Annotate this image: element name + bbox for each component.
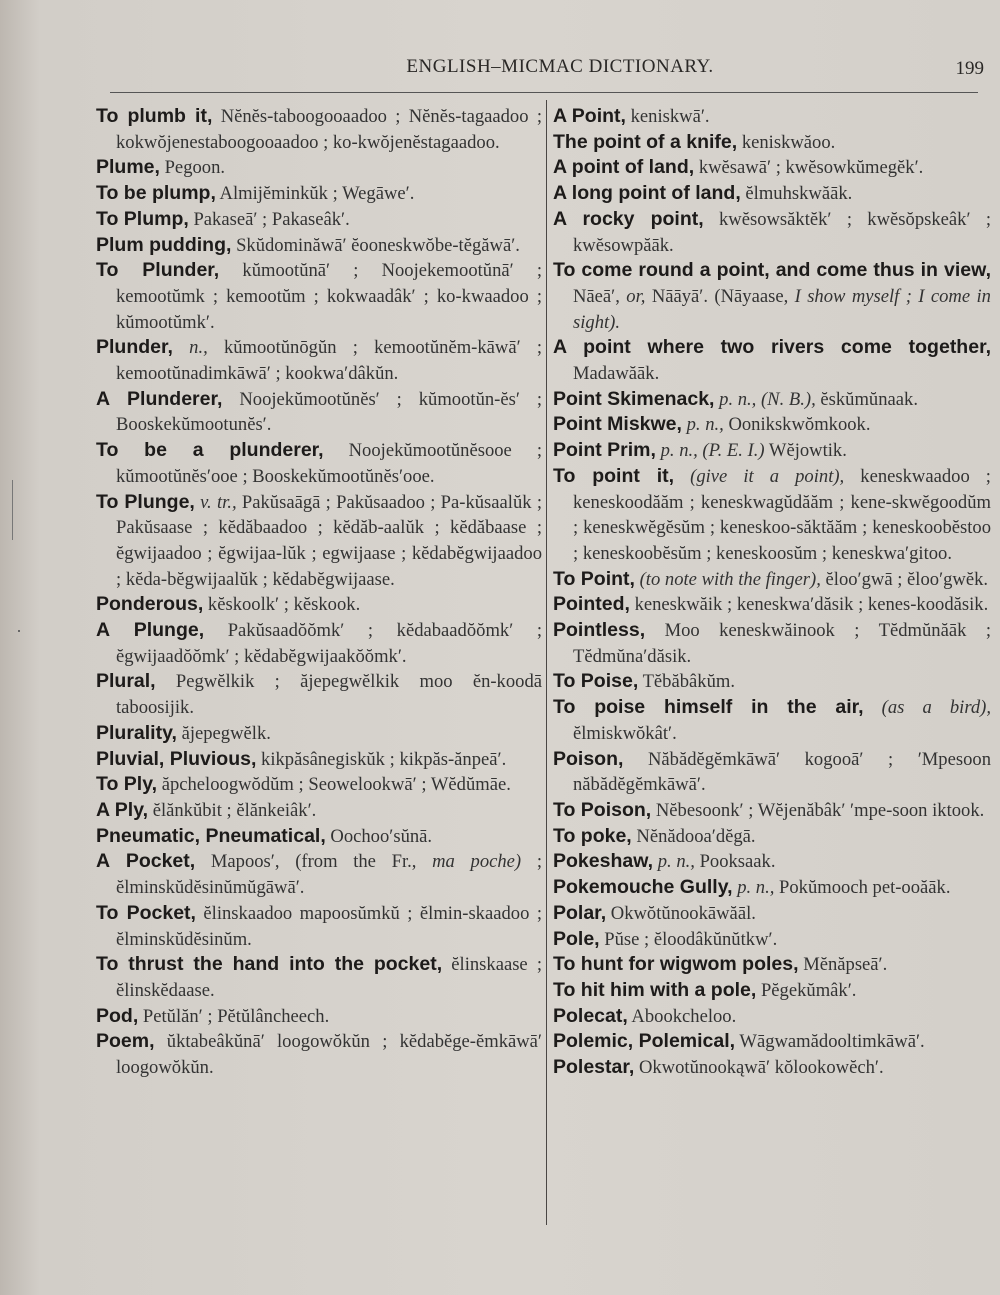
dictionary-entry xyxy=(553,927,991,953)
dictionary-entry xyxy=(553,901,991,927)
dictionary-entry xyxy=(553,952,991,978)
dictionary-entry xyxy=(553,669,991,695)
entry-headword: The point of a knife, xyxy=(553,130,738,153)
entry-headword: To Plump, xyxy=(96,207,189,230)
entry-headword: To Plunder, xyxy=(96,259,220,282)
dictionary-entry xyxy=(553,875,991,901)
entry-headword: A Plunge, xyxy=(96,619,205,642)
entry-headword: To Point, xyxy=(553,567,635,590)
entry-grammar-note: p. n., xyxy=(657,851,695,873)
entry-definition: Okwotŭnookąwā′ kŏlookowĕch′. xyxy=(638,1057,884,1079)
running-header: ENGLISH–MICMAC DICTIONARY. xyxy=(406,56,714,77)
column-divider xyxy=(546,100,547,1225)
entry-definition: Nāāyā′. (Nāyaase, xyxy=(651,285,789,307)
margin-pencil-mark xyxy=(12,480,13,540)
dictionary-entry xyxy=(553,849,991,875)
dictionary-entry xyxy=(553,695,991,746)
entry-definition: Petŭlăn′ ; Pĕtŭlâncheech. xyxy=(142,1005,330,1027)
entry-grammar-note: (to note with the finger), xyxy=(639,568,821,590)
margin-marks xyxy=(8,480,12,880)
entry-headword: A Point, xyxy=(553,105,626,127)
dictionary-entry xyxy=(96,490,542,593)
entry-grammar-note: p. n., xyxy=(686,414,724,436)
entry-definition: ĕlinskaadoo mapoosŭmkŭ ; ĕlmin-skaadoo ; ĕlminskŭdĕsinŭm. xyxy=(116,902,542,950)
entry-headword: To Poise, xyxy=(553,670,639,693)
dictionary-entry xyxy=(553,258,991,335)
dictionary-entry xyxy=(553,592,991,618)
entry-definition: Pokŭmooch pet-ooăāk. xyxy=(779,877,951,899)
dictionary-entry xyxy=(96,1004,542,1030)
entry-definition: ĕlănkŭbit ; ĕlănkeiâk′. xyxy=(152,799,317,821)
dictionary-entry xyxy=(553,412,991,438)
entry-grammar-note: n., xyxy=(189,337,208,359)
entry-headword: Point Skimenack, xyxy=(553,387,715,410)
entry-headword: Polemic, Polemical, xyxy=(553,1030,736,1053)
entry-definition: Pakŭsaadŏŏmk′ ; kĕdabaadŏŏmk′ ; ĕgwijaadŏŏmk′ ; kĕdabĕgwijaakŏŏmk′. xyxy=(116,620,543,667)
entry-headword: Pod, xyxy=(96,1004,139,1027)
entry-definition: Skŭdominăwā′ ĕooneskwŏbe-tĕgăwā′. xyxy=(236,234,520,256)
entry-headword: Pokemouche Gully, xyxy=(553,876,733,899)
entry-headword: To come round a point, and come thus in view, xyxy=(553,259,991,282)
entry-headword: Pneumatic, Pneumatical, xyxy=(96,824,326,847)
entry-definition: Moo keneskwăinook ; Tĕdmŭnăāk ; Tĕdmŭna′dăsik. xyxy=(573,620,991,667)
dictionary-entry xyxy=(96,104,542,155)
entry-headword: A Pocket, xyxy=(96,850,196,873)
entry-definition: keniskwā′. xyxy=(630,106,710,127)
entry-definition: Abookcheloo. xyxy=(631,1005,737,1027)
entry-definition: Tĕbăbâkŭm. xyxy=(642,671,735,693)
entry-headword: Plum pudding, xyxy=(96,233,232,256)
entry-definition: ŭktabeâkŭnā′ loogowŏkŭn ; kĕdabĕge-ĕmkāwā′ loogowŏkŭn. xyxy=(116,1031,542,1079)
entry-definition: Pŭse ; ĕloodâkŭnŭtkw′. xyxy=(604,928,778,950)
entry-headword: To poke, xyxy=(553,824,632,847)
dictionary-entry xyxy=(96,207,542,233)
entry-definition: ĕskŭmŭnaak. xyxy=(820,388,918,410)
entry-definition: Oonikskwŏmkook. xyxy=(728,414,871,436)
dictionary-entry xyxy=(96,901,542,952)
entry-definition: ăpcheloogwŏdŭm ; Seowelookwā′ ; Wĕdŭmāe. xyxy=(161,774,511,796)
entry-grammar-note: (give it a point), xyxy=(690,465,845,487)
header-rule xyxy=(110,92,978,93)
page-number: 199 xyxy=(955,58,984,79)
entry-grammar-note: v. tr., xyxy=(200,491,237,513)
entry-headword: To Plunge, xyxy=(96,490,195,513)
dictionary-entry xyxy=(553,618,991,669)
entry-definition: Oochoo′sŭnā. xyxy=(330,825,433,847)
entry-headword: Point Prim, xyxy=(553,439,656,462)
entry-headword: To plumb it, xyxy=(96,105,213,127)
dictionary-entry xyxy=(553,335,991,386)
entry-headword: To Poison, xyxy=(553,798,652,821)
dictionary-entry xyxy=(96,721,542,747)
entry-definition: Madawăāk. xyxy=(573,363,660,385)
dictionary-entry xyxy=(553,1004,991,1030)
dictionary-entry xyxy=(96,258,542,335)
dictionary-entry xyxy=(96,747,542,773)
dictionary-entry xyxy=(553,130,991,156)
entry-headword: To poise himself in the air, xyxy=(553,696,864,719)
entry-headword: To Ply, xyxy=(96,773,158,796)
entry-definition: Nĕnădooa′dĕgā. xyxy=(636,825,756,847)
entry-definition: Pakŭsaāgā ; Pakŭsaadoo ; Pa-kŭsaalŭk ; Pakŭsaase ; kĕdăbaadoo ; kĕdăb-aalŭk ; kĕdăbaase ; ĕgwijaadoo ; ĕgwijaa-lŭk ; egwijaase ; kĕdabĕgwijaadoo ; kĕda-bĕgwijaalŭk ; kĕdabĕgwijaase. xyxy=(116,491,543,590)
entry-headword: To Pocket, xyxy=(96,901,196,924)
dictionary-entry xyxy=(553,978,991,1004)
entry-definition: Almijĕminkŭk ; Wegāwe′. xyxy=(219,183,415,205)
dictionary-entry xyxy=(553,798,991,824)
entry-definition: kĕskoolk′ ; kĕskook. xyxy=(207,594,361,616)
dictionary-entry xyxy=(553,387,991,413)
dictionary-entry xyxy=(553,155,991,181)
entry-grammar-note: or, xyxy=(626,285,646,307)
entry-headword: Plume, xyxy=(96,156,160,179)
dictionary-entry xyxy=(96,849,542,900)
entry-headword: Pole, xyxy=(553,927,600,950)
dictionary-entry xyxy=(553,464,991,567)
entry-headword: Polestar, xyxy=(553,1056,635,1079)
dictionary-entry xyxy=(553,438,991,464)
entry-headword: To thrust the hand into the pocket, xyxy=(96,953,443,976)
entry-grammar-note: p. n., (P. E. I.) xyxy=(660,440,765,462)
dictionary-entry xyxy=(96,181,542,207)
dictionary-entry xyxy=(553,104,991,130)
dictionary-entry xyxy=(96,438,542,489)
entry-definition: Nāeā′, xyxy=(573,285,620,307)
entry-headword: To point it, xyxy=(553,464,675,487)
left-column xyxy=(96,104,542,1081)
entry-definition: Pegoon. xyxy=(164,157,226,179)
dictionary-entry xyxy=(96,155,542,181)
entry-headword: Pluvial, Pluvious, xyxy=(96,747,257,770)
entry-headword: A Ply, xyxy=(96,798,149,821)
entry-grammar-note: I show myself ; I come in sight). xyxy=(573,285,991,333)
entry-headword: To hit him with a pole, xyxy=(553,978,757,1001)
entry-definition: keneskwăik ; keneskwa′dăsik ; kenes-koodăsik. xyxy=(634,594,989,616)
entry-headword: A Plunderer, xyxy=(96,387,223,410)
dictionary-entry xyxy=(553,747,991,798)
entry-definition: ăjepegwĕlk. xyxy=(181,722,271,744)
entry-definition: ĕlmiskwŏkât′. xyxy=(573,722,677,744)
dictionary-entry xyxy=(96,335,542,386)
entry-definition: ĕlinskaase ; ĕlinskĕdaase. xyxy=(116,954,542,1001)
dictionary-entry xyxy=(96,618,542,669)
entry-definition: ĕloo′gwā ; ĕloo′gwĕk. xyxy=(825,568,989,590)
entry-definition: ; ĕlminskŭdĕsinŭmŭgāwā′. xyxy=(116,851,542,899)
entry-headword: Pointed, xyxy=(553,593,630,616)
entry-grammar-note: p. n., (N. B.), xyxy=(719,388,816,410)
entry-definition: Noojekŭmootŭnĕs′ ; kŭmootŭn-ĕs′ ; Booskekŭmootunĕs′. xyxy=(116,388,542,436)
dictionary-entry xyxy=(96,798,542,824)
dictionary-entry xyxy=(553,181,991,207)
entry-definition: kwĕsawā′ ; kwĕsowkŭmegĕk′. xyxy=(698,157,924,179)
entry-headword: Polecat, xyxy=(553,1004,628,1027)
entry-definition: Pakaseā′ ; Pakaseâk′. xyxy=(193,208,350,230)
entry-headword: To be plump, xyxy=(96,182,216,205)
entry-definition: Noojekŭmootŭnĕsooe ; kŭmootŭnĕs′ooe ; Booskekŭmootŭnĕs′ooe. xyxy=(116,440,542,487)
entry-headword: Poison, xyxy=(553,747,624,770)
entry-headword: Pokeshaw, xyxy=(553,850,654,873)
entry-headword: Pointless, xyxy=(553,619,646,642)
dictionary-entry xyxy=(553,207,991,258)
entry-definition: kŭmootŭnōgŭn ; kemootŭnĕm-kāwā′ ; kemootŭnadimkāwā′ ; kookwa′dâkŭn. xyxy=(116,337,543,385)
dictionary-entry xyxy=(96,387,542,438)
dictionary-entry xyxy=(553,567,991,593)
entry-definition: Nĕbesoonk′ ; Wĕjenăbâk′ ′mpe-soon iktook. xyxy=(655,799,985,821)
entry-headword: Polar, xyxy=(553,901,607,924)
dictionary-entry xyxy=(553,824,991,850)
entry-headword: A point of land, xyxy=(553,156,695,179)
entry-headword: A rocky point, xyxy=(553,207,704,230)
entry-headword: A point where two rivers come together, xyxy=(553,336,991,359)
entry-definition: Pegwĕlkik ; ăjepegwĕlkik moo ĕn-koodā taboosijik. xyxy=(116,671,542,719)
entry-definition: Pooksaak. xyxy=(699,851,776,873)
entry-definition: ĕlmuhskwăāk. xyxy=(745,183,853,205)
entry-definition: Năbădĕgĕmkāwā′ kogooā′ ; ′Mpesoon năbădĕgĕmkāwā′. xyxy=(573,748,991,796)
dictionary-entry xyxy=(96,592,542,618)
entry-definition: kwĕsowsăktĕk′ ; kwĕsŏpskeâk′ ; kwĕsowpăāk. xyxy=(573,208,992,256)
dictionary-entry xyxy=(553,1029,991,1055)
entry-definition: Nĕnĕs-taboogooaadoo ; Nĕnĕs-tagaadoo ; kokwŏjenestaboogooaadoo ; ko-kwŏjenĕstagaadoo. xyxy=(116,106,543,153)
entry-grammar-note: (as a bird), xyxy=(881,697,991,719)
entry-definition: Mĕnăpseā′. xyxy=(803,954,888,976)
entry-headword: Point Miskwe, xyxy=(553,413,682,436)
entry-definition: kŭmootŭnā′ ; Noojekemootŭnā′ ; kemootŭmk ; kemootŭm ; kokwaadâk′ ; ko-kwaadoo ; kŭmootŭmk′. xyxy=(116,260,543,333)
entry-headword: To hunt for wigwom poles, xyxy=(553,953,799,976)
entry-definition: Wĕjowtik. xyxy=(768,440,847,462)
entry-definition: Wāgwamădooltimkāwā′. xyxy=(739,1031,925,1053)
entry-definition: Mapoos′, (from the Fr., xyxy=(210,851,417,873)
entry-headword: Plunder, xyxy=(96,336,173,359)
dictionary-entry xyxy=(96,952,542,1003)
entry-headword: To be a plunderer, xyxy=(96,439,324,462)
entry-grammar-note: p. n., xyxy=(737,877,775,899)
entry-definition: Pĕgekŭmâk′. xyxy=(760,979,857,1001)
dictionary-entry xyxy=(96,772,542,798)
entry-grammar-note: ma poche) xyxy=(432,851,522,873)
right-column xyxy=(553,104,991,1081)
entry-headword: Ponderous, xyxy=(96,593,204,616)
entry-headword: Plurality, xyxy=(96,721,177,744)
entry-definition: kikpăsânegiskŭk ; kikpăs-ănpeā′. xyxy=(261,748,507,770)
margin-dot xyxy=(18,630,20,632)
dictionary-entry xyxy=(96,669,542,720)
dictionary-entry xyxy=(553,1055,991,1081)
entry-definition: keneskwaadoo ; keneskoodăăm ; keneskwagŭdăăm ; kene-skwĕgoodŭm ; keneskwĕgĕsŭm ; keneskoo-săktăăm ; keneskoobĕstoo ; keneskoobĕsŭm ; keneskoosŭm ; keneskwa′gitoo. xyxy=(573,465,991,564)
dictionary-entry xyxy=(96,233,542,259)
entry-headword: Plural, xyxy=(96,670,156,693)
entry-definition: keniskwăoo. xyxy=(741,131,836,153)
entry-definition: Okwŏtŭnookāwăāl. xyxy=(610,902,756,924)
entry-headword: Poem, xyxy=(96,1030,155,1053)
entry-headword: A long point of land, xyxy=(553,182,741,205)
dictionary-entry xyxy=(96,824,542,850)
dictionary-entry xyxy=(96,1029,542,1080)
